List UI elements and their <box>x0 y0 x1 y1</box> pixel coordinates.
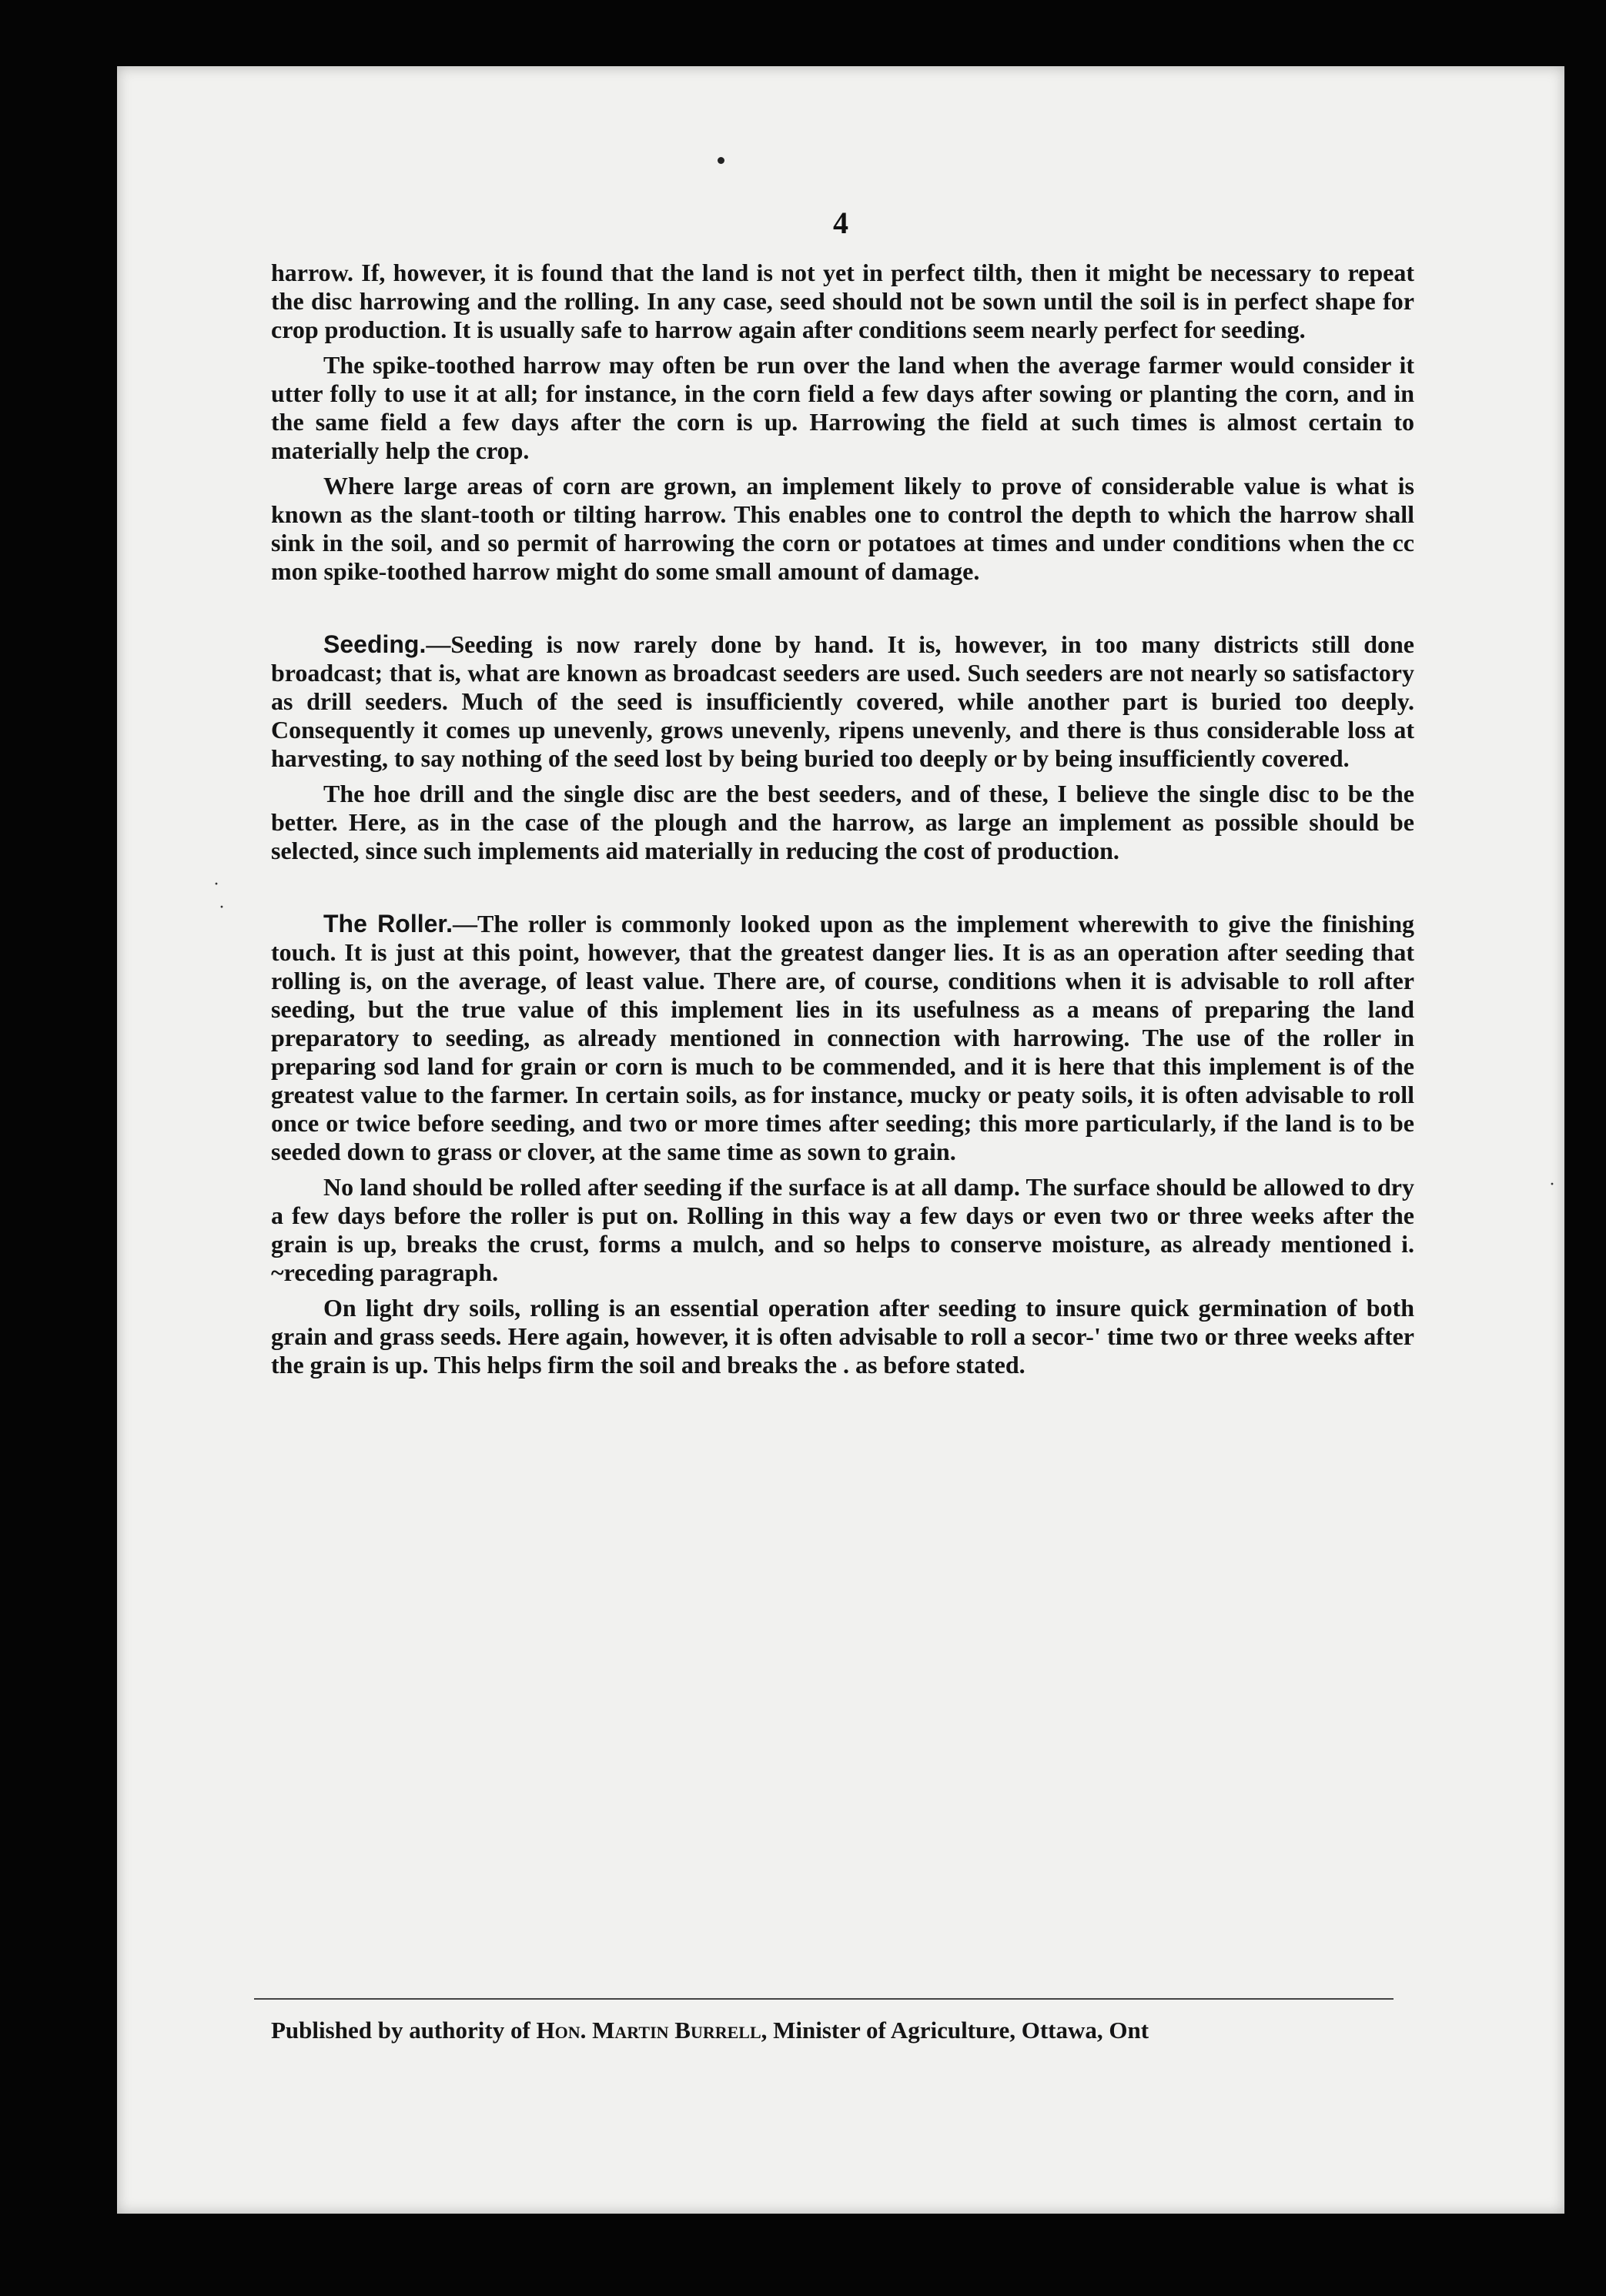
publication-footer <box>271 2017 1395 2044</box>
margin-speck: · <box>219 897 225 917</box>
paragraph: The spike-toothed harrow may often be run over the land when the average farmer would consider it utter folly to use it at all; for instance, in the corn field a few days after sowing or planting the corn, and in the same field a few days after the corn is up. Harrowing the field at such times is almost certain to materially help the crop. <box>271 351 1414 464</box>
seeding-paragraph <box>271 630 1414 773</box>
footer-prefix: Published by authority of <box>271 2017 537 2044</box>
minister-name: Hon. Martin Burrell <box>536 2017 761 2044</box>
footer-divider <box>254 1998 1394 2000</box>
paragraph: On light dry soils, rolling is an essential operation after seeding to insure quick germination of both grain and grass seeds. Here again, however, it is often advisable to roll a secor-' time two or three weeks after the grain is up. This helps firm the soil and breaks the . as before stated. <box>271 1294 1414 1379</box>
roller-paragraph <box>271 910 1414 1166</box>
document-page <box>117 66 1564 2214</box>
section-heading-roller: The Roller. <box>323 910 453 937</box>
paragraph: The hoe drill and the single disc are the best seeders, and of these, I believe the single disc to be the better. Here, as in the case of the plough and the harrow, as large an implement as possible should be selected, since such implements aid materially in reducing the cost of production. <box>271 780 1414 864</box>
footer-suffix: , Minister of Agriculture, Ottawa, Ont <box>761 2017 1149 2044</box>
paragraph: harrow. If, however, it is found that the land is not yet in perfect tilth, then it might be necessary to repeat the disc harrowing and the rolling. In any case, seed should not be sown until the soil is in perfect shape for crop production. It is usually safe to harrow again after conditions seem nearly perfect for seeding. <box>271 259 1414 343</box>
paragraph-text: —The roller is commonly looked upon as the implement wherewith to give the finishing touch. It is just at this point, however, that the greatest danger lies. It is as an operation after seeding that rolling is, on the average, of least value. There are, of course, conditions when it is advisable to roll after seeding, but the true value of this implement lies in its usefulness as a means of preparing the land preparatory to seeding, as already mentioned in connection with harrowing. The use of the roller in preparing sod land for grain or corn is much to be commended, and it is here that this implement is of the greatest value to the farmer. In certain soils, as for instance, mucky or peaty soils, it is often advisable to roll once or twice before seeding, and two or more times after seeding; this more particularly, if the land is to be seeded down to grass or clover, at the same time as sown to grain. <box>271 910 1415 1165</box>
margin-speck: · <box>213 874 219 894</box>
section-heading-seeding: Seeding. <box>323 630 427 658</box>
margin-speck: · <box>1549 1175 1555 1195</box>
page-number: 4 <box>833 206 848 240</box>
paragraph-text: —Seeding is now rarely done by hand. It is, however, in too many districts still done broadcast; that is, what are known as broadcast seeders are used. Such seeders are not nearly so satisfactory as drill seeders. Much of the seed is insufficiently covered, while another part is buried too deeply. Consequently it comes up unevenly, grows unevenly, ripens unevenly, and there is thus considerable loss at harvesting, to say nothing of the seed lost by being buried too deeply or by being insufficiently covered. <box>271 630 1414 772</box>
paragraph: No land should be rolled after seeding if the surface is at all damp. The surface should be allowed to dry a few days before the roller is put on. Rolling in this way a few days or even two or three weeks after the grain is up, breaks the crust, forms a mulch, and so helps to conserve moisture, as already mentioned i. ~receding paragraph. <box>271 1173 1414 1286</box>
ink-speck <box>718 157 724 164</box>
article-body <box>271 259 1414 1379</box>
paragraph: Where large areas of corn are grown, an implement likely to prove of considerable value is what is known as the slant-tooth or tilting harrow. This enables one to control the depth to which the harrow shall sink in the soil, and so permit of harrowing the corn or potatoes at times and under conditions when the cc mon spike-toothed harrow might do some small amount of damage. <box>271 472 1414 585</box>
